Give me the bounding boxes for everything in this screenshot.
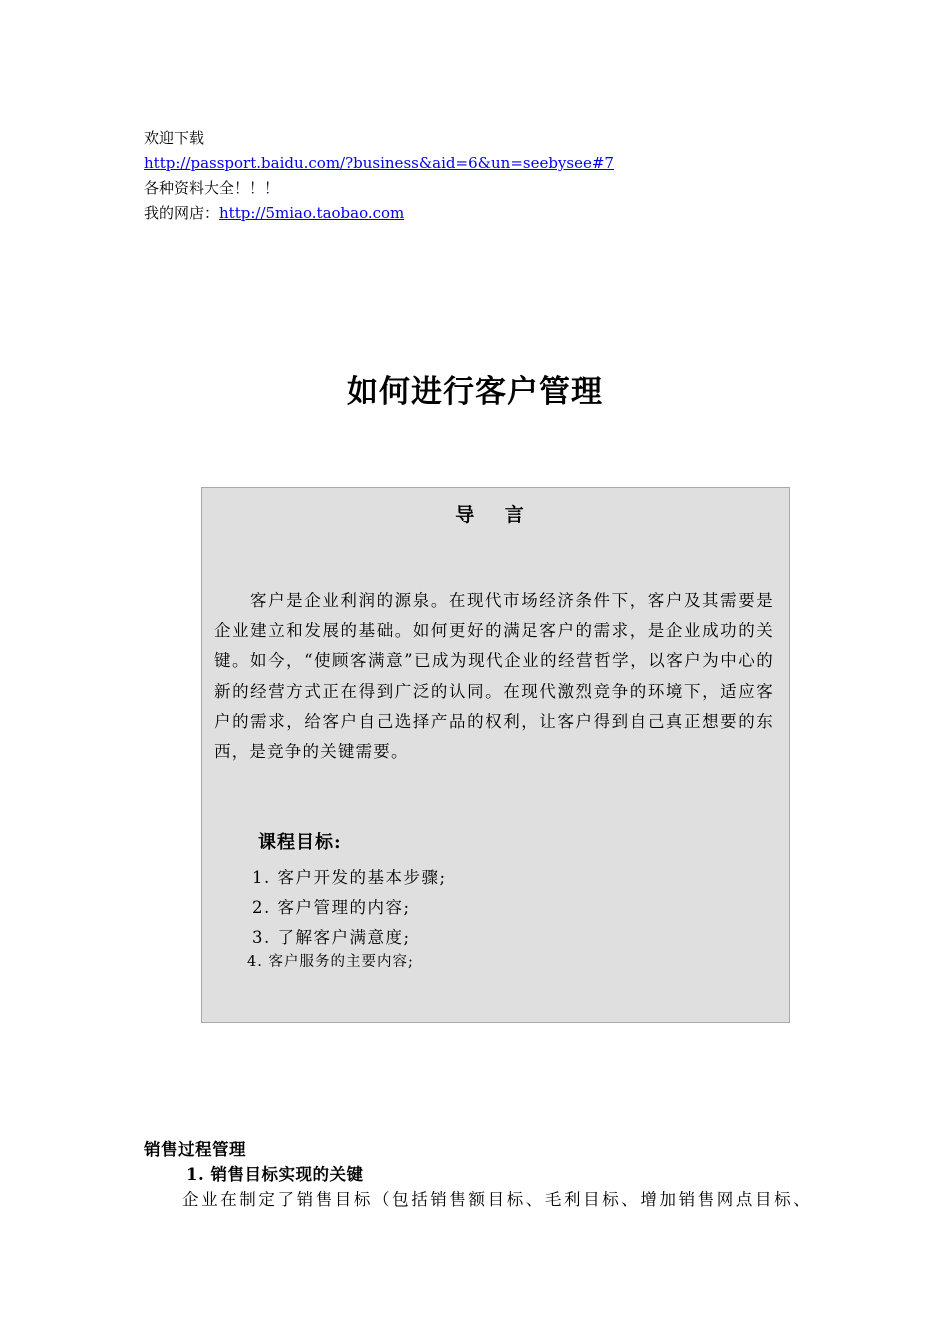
intro-box [201,487,790,1023]
section-subtitle: 1. 销售目标实现的关键 [186,1165,364,1184]
shop-label: 我的网店： [144,204,220,222]
goal-item: 4. 客户服务的主要内容; [247,954,414,970]
goal-item: 2. 客户管理的内容; [252,898,411,917]
section-title: 销售过程管理 [144,1140,246,1159]
welcome-text: 欢迎下载 [144,129,205,147]
goals-title: 课程目标: [258,832,342,853]
goal-item: 1. 客户开发的基本步骤; [252,868,447,887]
document-title: 如何进行客户管理 [347,374,603,410]
intro-heading: 导 言 [455,504,536,526]
passport-link[interactable]: http://passport.baidu.com/?business&aid=6&un=seebysee#7 [144,154,614,172]
goal-item: 3. 了解客户满意度; [252,928,411,947]
shop-line [144,203,404,223]
resources-text: 各种资料大全！！！ [144,179,280,197]
passport-link-line [144,153,614,173]
section-body-text: 企业在制定了销售目标（包括销售额目标、毛利目标、增加销售网点目标、 [182,1190,813,1209]
shop-link[interactable]: http://5miao.taobao.com [219,204,405,222]
intro-paragraph: 客户是企业利润的源泉。在现代市场经济条件下，客户及其需要是企业建立和发展的基础。如何更好的满足客户的需求，是企业成功的关键。如今，“使顾客满意”已成为现代企业的经营哲学，以客户为中心的新的经营方式正在得到广泛的认同。在现代激烈竞争的环境下，适应客户的需求，给客户自己选择产品的权利，让客户得到自己真正想要的东西，是竞争的关键需要。 [214,591,774,762]
